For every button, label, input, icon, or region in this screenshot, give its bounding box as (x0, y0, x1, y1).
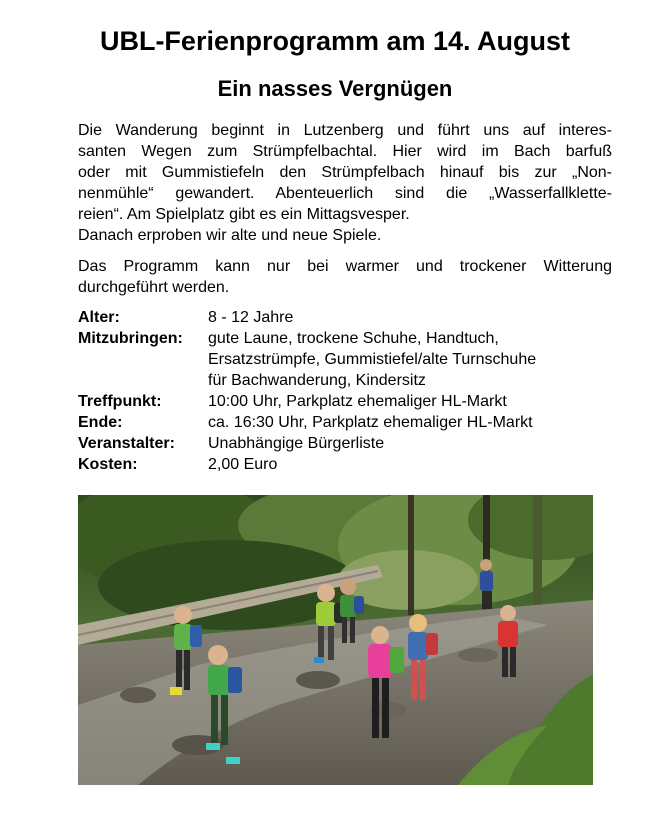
details-list (78, 307, 536, 475)
detail-values (208, 433, 384, 454)
text-line: oder mit Gummistiefeln den Strümpfelbach hinauf bis zur „Non- (78, 164, 612, 181)
detail-value: für Bachwanderung, Kindersitz (208, 372, 426, 389)
detail-row-cost (78, 454, 536, 475)
page-title: UBL-Ferienprogramm am 14. August (99, 26, 571, 56)
detail-value: 8 - 12 Jahre (208, 309, 294, 326)
detail-values (208, 328, 536, 391)
text-line: durchgeführt werden. (78, 279, 230, 296)
text-line: Das Programm kann nur bei warmer und trockener Witterung (78, 258, 612, 275)
detail-values (208, 412, 533, 433)
weather-note-paragraph (78, 256, 612, 298)
detail-values (208, 307, 293, 328)
detail-label: Mitzubringen: (78, 330, 183, 347)
detail-label: Veranstalter: (78, 435, 175, 452)
detail-label: Treffpunkt: (78, 393, 162, 410)
text-line: Die Wanderung beginnt in Lutzenberg und führt uns auf interes- (78, 122, 612, 139)
detail-value: 10:00 Uhr, Parkplatz ehemaliger HL-Markt (208, 393, 507, 410)
detail-values (208, 391, 507, 412)
photo-children-hiking-in-creek-icon (78, 495, 593, 785)
text-line: Danach erproben wir alte und neue Spiele. (78, 227, 382, 244)
detail-value: Ersatzstrümpfe, Gummistiefel/alte Turnschuhe (208, 351, 537, 368)
detail-row-end (78, 412, 536, 433)
detail-label: Alter: (78, 309, 120, 326)
detail-label: Ende: (78, 414, 123, 431)
text-line: reien“. Am Spielplatz gibt es ein Mittagsvesper. (78, 206, 410, 223)
detail-value: Unabhängige Bürgerliste (208, 435, 385, 452)
detail-value: ca. 16:30 Uhr, Parkplatz ehemaliger HL-Markt (208, 414, 533, 431)
detail-row-organizer (78, 433, 536, 454)
description-paragraph (78, 120, 612, 246)
detail-value: gute Laune, trockene Schuhe, Handtuch, (208, 330, 499, 347)
detail-values (208, 454, 277, 475)
hiking-photo (78, 495, 593, 785)
detail-row-age (78, 307, 536, 328)
detail-row-meeting-point (78, 391, 536, 412)
text-line: santen Wegen zum Strümpfelbachtal. Hier wird im Bach barfuß (78, 143, 612, 160)
detail-value: 2,00 Euro (208, 456, 278, 473)
detail-row-bring (78, 328, 536, 391)
detail-label: Kosten: (78, 456, 138, 473)
page-subtitle: Ein nasses Vergnügen (217, 76, 453, 101)
text-line: nenmühle“ gewandert. Abenteuerlich sind die „Wasserfallklette- (78, 185, 612, 202)
